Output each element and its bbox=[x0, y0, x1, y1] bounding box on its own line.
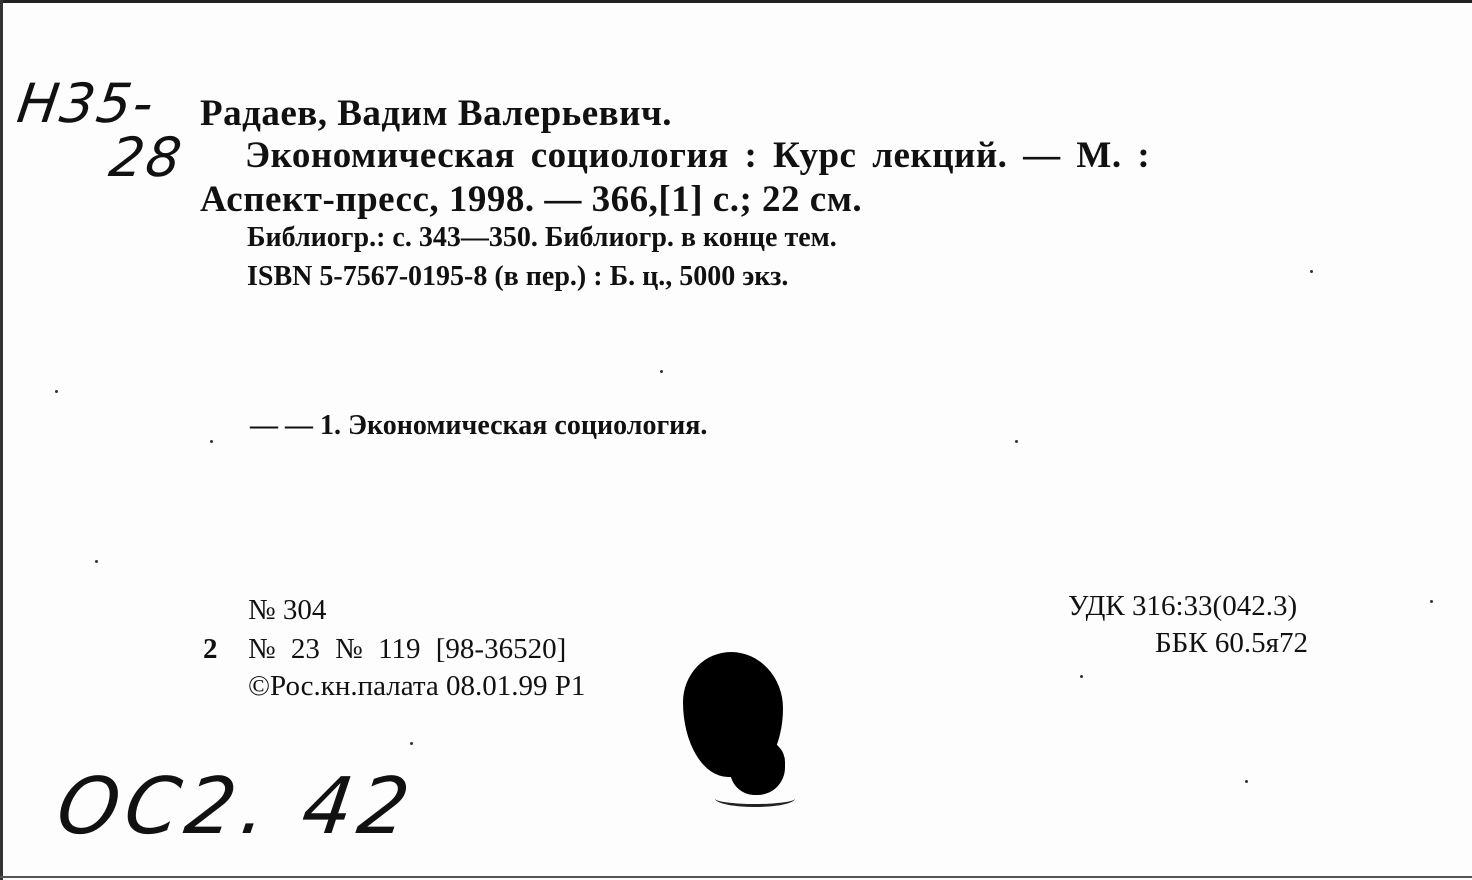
noise-dot bbox=[660, 370, 663, 373]
noise-dot bbox=[1080, 675, 1083, 678]
ink-smudge bbox=[715, 790, 795, 807]
card-left-border bbox=[0, 0, 3, 880]
shelf-mark-bottom: 28 bbox=[105, 126, 188, 189]
noise-dot bbox=[1430, 600, 1433, 603]
subject-heading: — — 1. Экономическая социология. bbox=[250, 410, 708, 441]
noise-dot bbox=[1245, 780, 1248, 783]
noise-dot bbox=[210, 440, 213, 443]
author-heading: Радаев, Вадим Валерьевич. bbox=[200, 93, 673, 134]
ink-blot-lower bbox=[730, 740, 785, 795]
bibliography-note: Библиогр.: с. 343—350. Библиогр. в конце тем. bbox=[247, 222, 837, 253]
shelf-mark-top: Н35- bbox=[13, 72, 160, 135]
card-bottom-border bbox=[0, 876, 1472, 878]
card-top-border bbox=[0, 0, 1472, 3]
isbn-line: ISBN 5-7567-0195-8 (в пер.) : Б. ц., 5000 экз. bbox=[247, 261, 789, 292]
title-line-1: Экономическая социология : Курс лекций. — М. : bbox=[245, 135, 1151, 176]
noise-dot bbox=[1015, 440, 1018, 443]
book-chamber-line: ©Рос.кн.палата 08.01.99 Р1 bbox=[248, 670, 586, 702]
number-304: № 304 bbox=[248, 594, 327, 626]
inventory-note: ОС2. 42 bbox=[51, 762, 421, 852]
udk-code: УДК 316:33(042.3) bbox=[1068, 590, 1298, 622]
noise-dot bbox=[410, 742, 413, 745]
noise-dot bbox=[95, 560, 98, 563]
bbk-code: ББК 60.5я72 bbox=[1155, 627, 1308, 659]
numbers-line: № 23 № 119 [98-36520] bbox=[248, 633, 567, 665]
noise-dot bbox=[55, 390, 58, 393]
noise-dot bbox=[1310, 270, 1313, 273]
margin-number: 2 bbox=[203, 633, 218, 665]
title-line-2: Аспект-пресс, 1998. — 366,[1] с.; 22 см. bbox=[200, 179, 863, 220]
